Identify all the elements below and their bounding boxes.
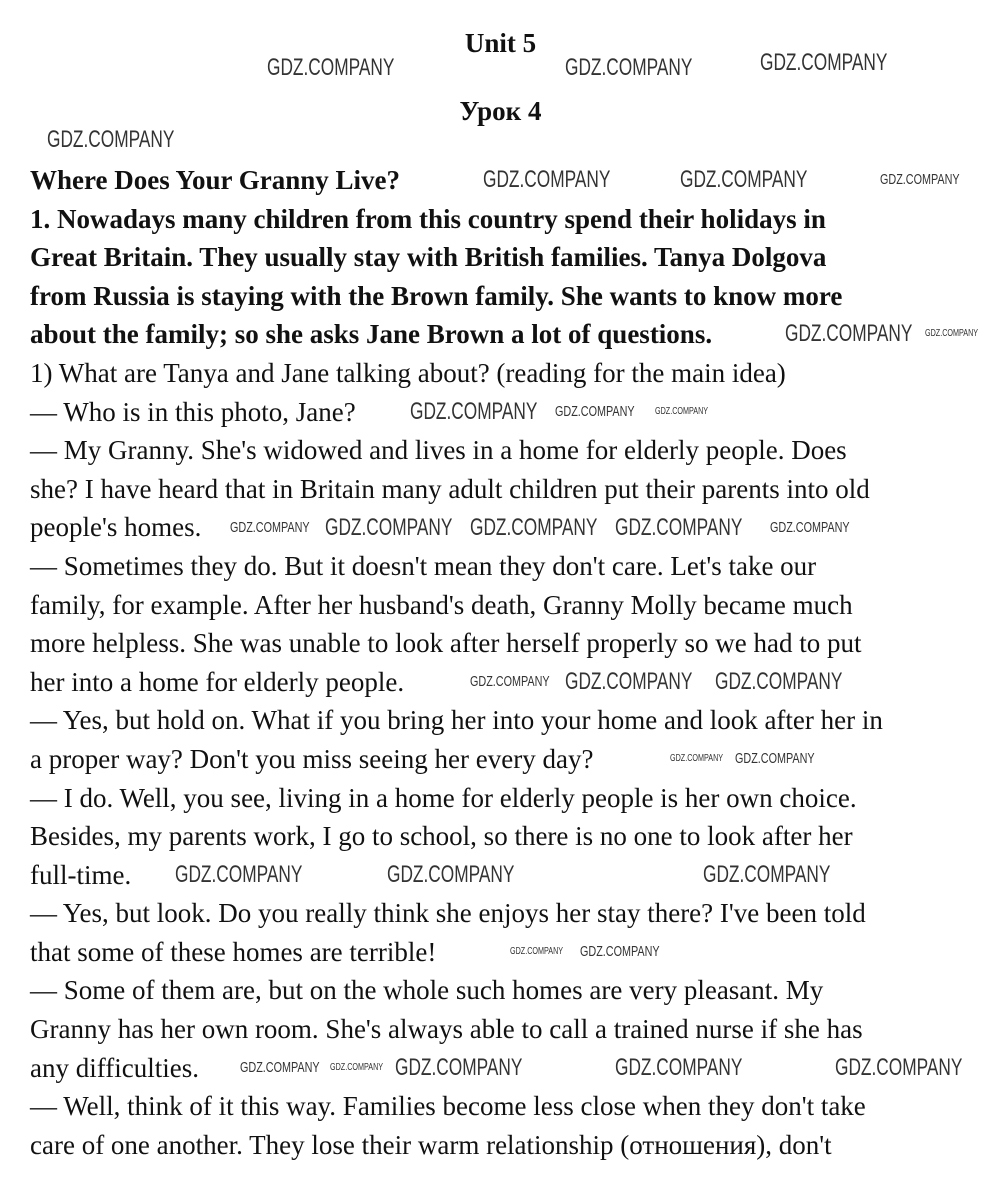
watermark: GDZ.COMPANY [240, 1059, 320, 1076]
dialogue-line: a proper way? Don't you miss seeing her every day? [30, 743, 594, 774]
watermark: GDZ.COMPANY [670, 753, 724, 764]
document-body [30, 161, 883, 1164]
unit-title: Unit 5 [464, 28, 537, 58]
watermark: GDZ.COMPANY [267, 54, 395, 81]
task-line: about the family; so she asks Jane Brown a lot of questions. [30, 319, 713, 350]
watermark: GDZ.COMPANY [655, 406, 709, 417]
dialogue-line: — Yes, but hold on. What if you bring her into your home and look after her in [30, 705, 883, 736]
dialogue-line: care of one another. They lose their warm relationship (отношения), don't [30, 1129, 832, 1160]
watermark: GDZ.COMPANY [410, 398, 538, 425]
dialogue-line: Granny has her own room. She's always able to call a trained nurse if she has [30, 1014, 863, 1045]
dialogue-line: any difficulties. [30, 1052, 199, 1083]
watermark: GDZ.COMPANY [760, 49, 888, 76]
dialogue-line: — Sometimes they do. But it doesn't mean they don't care. Let's take our [30, 550, 817, 581]
watermark: GDZ.COMPANY [175, 861, 303, 888]
dialogue-line: — Who is in this photo, Jane? [30, 396, 356, 427]
watermark: GDZ.COMPANY [387, 861, 515, 888]
watermark: GDZ.COMPANY [325, 514, 453, 541]
watermark: GDZ.COMPANY [470, 673, 550, 690]
dialogue-line: — Well, think of it this way. Families become less close when they don't take [30, 1091, 866, 1122]
dialogue [30, 393, 883, 1165]
watermark: GDZ.COMPANY [395, 1054, 523, 1081]
dialogue-line: more helpless. She was unable to look after herself properly so we had to put [30, 628, 862, 659]
watermark: GDZ.COMPANY [510, 946, 564, 957]
watermark: GDZ.COMPANY [735, 750, 815, 767]
watermark: GDZ.COMPANY [880, 171, 960, 188]
watermark: GDZ.COMPANY [785, 320, 913, 347]
dialogue-line: full-time. [30, 859, 132, 890]
watermark: GDZ.COMPANY [680, 166, 808, 193]
dialogue-line: — My Granny. She's widowed and lives in a home for elderly people. Does [30, 435, 847, 466]
watermark: GDZ.COMPANY [835, 1054, 963, 1081]
watermark: GDZ.COMPANY [330, 1062, 384, 1073]
dialogue-line: her into a home for elderly people. [30, 666, 405, 697]
watermark: GDZ.COMPANY [483, 166, 611, 193]
task-line: 1. Nowadays many children from this country spend their holidays in [30, 203, 826, 234]
watermark: GDZ.COMPANY [580, 943, 660, 960]
watermark: GDZ.COMPANY [615, 514, 743, 541]
watermark: GDZ.COMPANY [703, 861, 831, 888]
watermark: GDZ.COMPANY [47, 126, 175, 153]
watermark: GDZ.COMPANY [715, 668, 843, 695]
dialogue-line: — I do. Well, you see, living in a home for elderly people is her own choice. [30, 782, 857, 813]
watermark: GDZ.COMPANY [565, 668, 693, 695]
watermark: GDZ.COMPANY [770, 519, 850, 536]
dialogue-line: she? I have heard that in Britain many adult children put their parents into old [30, 473, 870, 504]
task-line: from Russia is staying with the Brown family. She wants to know more [30, 280, 843, 311]
dialogue-line: Besides, my parents work, I go to school, so there is no one to look after her [30, 821, 853, 852]
watermark: GDZ.COMPANY [565, 54, 693, 81]
lesson-title: Урок 4 [459, 96, 542, 126]
dialogue-line: people's homes. [30, 512, 202, 543]
dialogue-line: family, for example. After her husband's death, Granny Molly became much [30, 589, 853, 620]
dialogue-line: — Yes, but look. Do you really think she enjoys her stay there? I've been told [30, 898, 866, 929]
watermark: GDZ.COMPANY [230, 519, 310, 536]
watermark: GDZ.COMPANY [615, 1054, 743, 1081]
watermark: GDZ.COMPANY [925, 328, 979, 339]
dialogue-line: — Some of them are, but on the whole such homes are very pleasant. My [30, 975, 824, 1006]
instruction: 1) What are Tanya and Jane talking about? (reading for the main idea) [30, 357, 786, 388]
watermark: GDZ.COMPANY [470, 514, 598, 541]
task-line: Great Britain. They usually stay with British families. Tanya Dolgova [30, 242, 827, 273]
section-heading: Where Does Your Granny Live? [30, 165, 400, 195]
watermark: GDZ.COMPANY [555, 403, 635, 420]
dialogue-line: that some of these homes are terrible! [30, 936, 437, 967]
